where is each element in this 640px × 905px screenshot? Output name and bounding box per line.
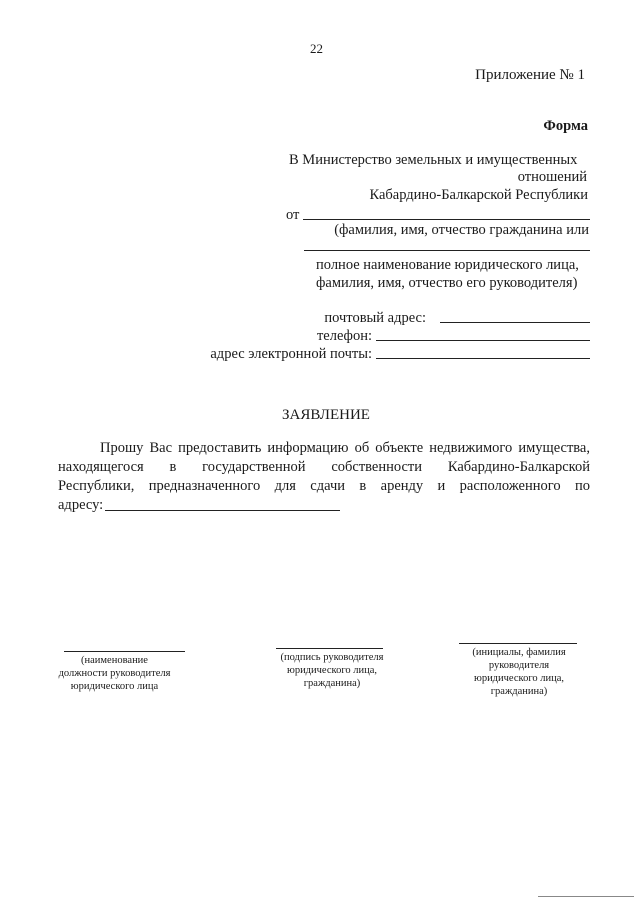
page-number: 22: [310, 41, 323, 56]
form-label: Форма: [543, 118, 588, 134]
from-prefix: от: [286, 207, 300, 223]
email-label: адрес электронной почты:: [210, 346, 372, 362]
document-title: ЗАЯВЛЕНИЕ: [282, 407, 370, 423]
caption-line: юридического лица,: [286, 665, 378, 676]
body-line-address: [58, 496, 590, 515]
body-line: находящегося в государственной собственности Кабардино-Балкарской: [58, 459, 590, 475]
footer-rule: [538, 896, 634, 897]
postal-address-label: почтовый адрес:: [324, 310, 426, 326]
initials-line[interactable]: [459, 643, 577, 644]
request-body: [58, 439, 590, 515]
body-line: Республики, предназначенного для сдачи в аренду и расположенного по: [58, 478, 590, 494]
body-line: Прошу Вас предоставить информацию об объекте недвижимого имущества,: [100, 440, 590, 456]
signature-caption: [270, 651, 394, 690]
phone-field[interactable]: [376, 340, 590, 341]
addressee-line: Кабардино-Балкарской Республики: [369, 187, 588, 203]
from-hint: (фамилия, имя, отчество гражданина или: [334, 222, 589, 238]
from-name-line-2[interactable]: [304, 250, 590, 251]
caption-line: должности руководителя: [58, 668, 171, 679]
addressee-line: В Министерство земельных и имущественных: [289, 152, 578, 168]
caption-line: руководителя: [488, 660, 550, 671]
addressee-line: отношений: [517, 169, 587, 185]
caption-line: (подпись руководителя: [280, 652, 384, 663]
caption-line: юридического лица,: [473, 673, 565, 684]
appendix-label: Приложение № 1: [475, 67, 585, 83]
position-line[interactable]: [64, 651, 185, 652]
postal-address-field[interactable]: [440, 322, 590, 323]
caption-line: (наименование: [81, 655, 148, 666]
phone-label: телефон:: [316, 328, 372, 344]
caption-line: юридического лица: [70, 681, 159, 692]
address-label: адресу:: [58, 497, 104, 513]
signature-caption: [458, 646, 580, 698]
from-name-line[interactable]: [303, 219, 590, 220]
from-hint: фамилия, имя, отчество его руководителя): [316, 275, 578, 291]
caption-line: гражданина): [303, 678, 361, 689]
email-field[interactable]: [376, 358, 590, 359]
caption-line: (инициалы, фамилия: [472, 647, 566, 658]
from-hint: полное наименование юридического лица,: [316, 257, 579, 273]
signature-line[interactable]: [276, 648, 383, 649]
address-field[interactable]: [105, 510, 340, 511]
caption-line: гражданина): [490, 686, 548, 697]
signature-caption: [52, 654, 177, 693]
